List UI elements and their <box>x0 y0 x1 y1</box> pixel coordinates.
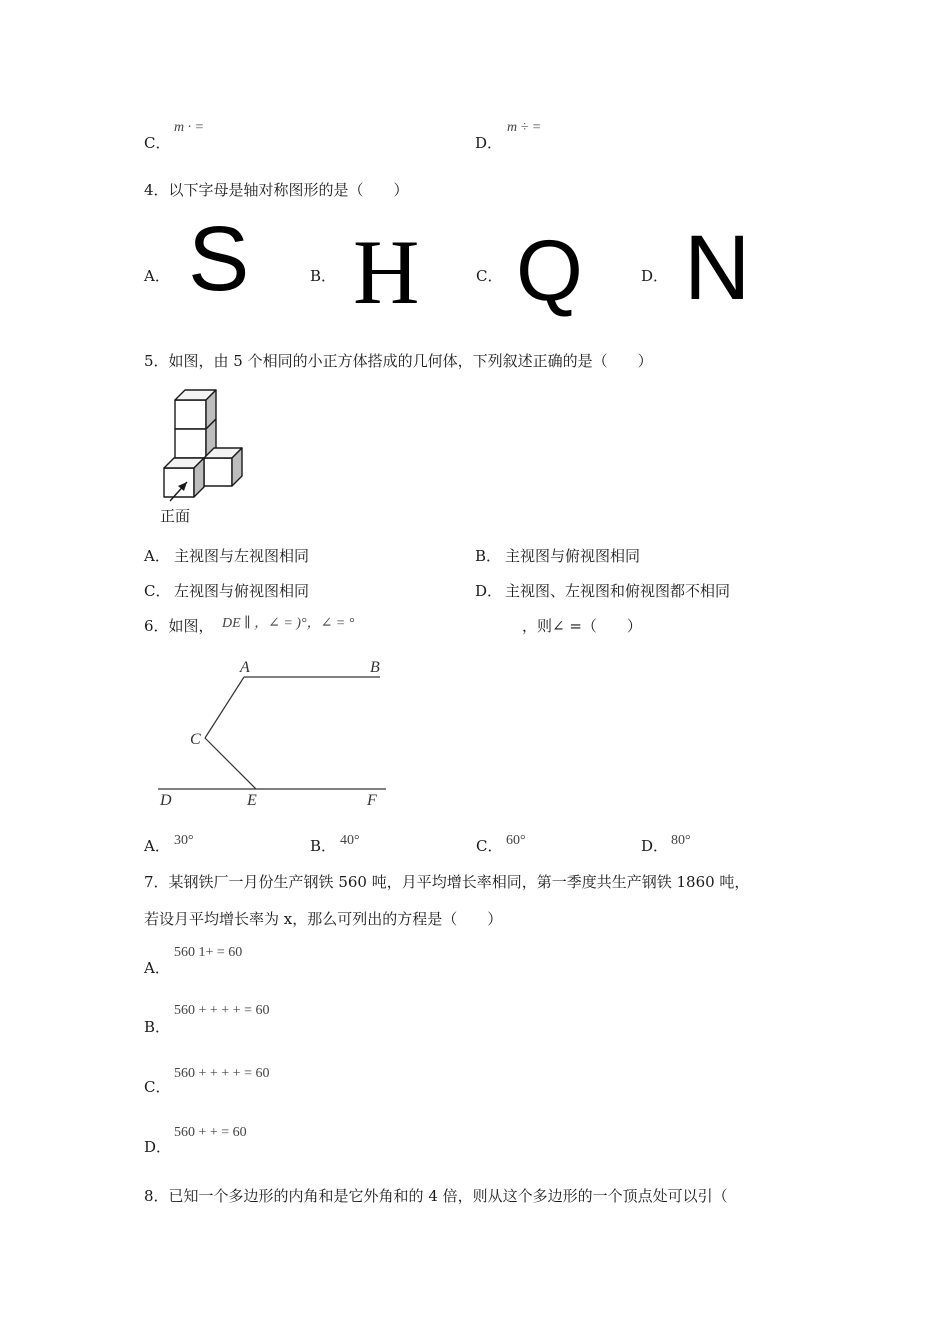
q4-option-a-label: A． <box>144 267 170 285</box>
q6-option-a-label: A． <box>144 837 170 855</box>
q6-option-d-text: 80° <box>671 833 691 848</box>
q6-stem-math: DE ∥ ，∠ = )°，∠ = ° <box>222 616 355 631</box>
q6-option-a-text: 30° <box>174 833 194 848</box>
q6-option-b-text: 40° <box>340 833 360 848</box>
q7-option-b-expression: 560 + + + + = 60 <box>174 1003 270 1018</box>
q7-option-d-label: D． <box>144 1138 172 1156</box>
q3-option-c-label: C． <box>144 134 171 152</box>
q6-option-d-label: D． <box>641 837 669 855</box>
q4-letter-s: S <box>188 208 250 310</box>
q6-label-b: B <box>370 659 380 676</box>
q4-letter-q: Q <box>516 223 583 319</box>
q5-figure-caption: 正面 <box>160 507 191 525</box>
q5-option-d-text: 主视图、左视图和俯视图都不相同 <box>505 582 731 600</box>
q4-option-b-label: B． <box>310 267 337 285</box>
q4-option-d-label: D． <box>641 267 669 285</box>
q8-stem: 8．已知一个多边形的内角和是它外角和的 4 倍，则从这个多边形的一个顶点处可以引（ <box>144 1187 728 1205</box>
q4-option-c-label: C． <box>476 267 503 285</box>
q4-letter-h: H <box>353 221 420 323</box>
q6-label-f: F <box>367 792 377 809</box>
q3-option-d-label: D． <box>475 134 503 152</box>
q7-option-c-expression: 560 + + + + = 60 <box>174 1066 270 1081</box>
q6-option-c-text: 60° <box>506 833 526 848</box>
q3-option-d-expression: m ÷ = <box>507 120 542 135</box>
q3-option-c-expression: m · = <box>174 120 205 135</box>
q6-geometry-figure <box>150 650 400 815</box>
q7-option-c-label: C． <box>144 1078 171 1096</box>
q6-label-e: E <box>247 792 257 809</box>
q4-stem: 4．以下字母是轴对称图形的是（ ） <box>144 181 409 199</box>
q6-option-b-label: B． <box>310 837 337 855</box>
q6-stem-suffix: ，则∠ =（ ） <box>522 617 642 635</box>
q5-option-a-label: A． <box>144 547 170 565</box>
q5-option-d-label: D． <box>475 582 503 600</box>
q5-option-c-label: C． <box>144 582 171 600</box>
q7-stem-line1: 7．某钢铁厂一月份生产钢铁 560 吨，月平均增长率相同，第一季度共生产钢铁 1860 吨， <box>144 873 750 891</box>
q6-label-c: C <box>190 731 201 748</box>
q5-stem: 5．如图，由 5 个相同的小正方体搭成的几何体，下列叙述正确的是（ ） <box>144 352 653 370</box>
q5-option-b-text: 主视图与俯视图相同 <box>505 547 641 565</box>
q5-option-c-text: 左视图与俯视图相同 <box>174 582 310 600</box>
q5-option-a-text: 主视图与左视图相同 <box>174 547 310 565</box>
q7-option-d-expression: 560 + + = 60 <box>174 1125 247 1140</box>
q6-option-c-label: C． <box>476 837 503 855</box>
q7-option-b-label: B． <box>144 1018 171 1036</box>
q6-label-d: D <box>160 792 172 809</box>
q6-label-a: A <box>240 659 250 676</box>
q5-option-b-label: B． <box>475 547 502 565</box>
q7-option-a-expression: 560 1+ = 60 <box>174 945 243 960</box>
q4-letter-n: N <box>684 217 751 319</box>
q6-stem-prefix: 6．如图， <box>144 617 214 635</box>
q7-option-a-label: A． <box>144 959 170 977</box>
q7-stem-line2: 若设月平均增长率为 x，那么可列出的方程是（ ） <box>144 910 503 928</box>
